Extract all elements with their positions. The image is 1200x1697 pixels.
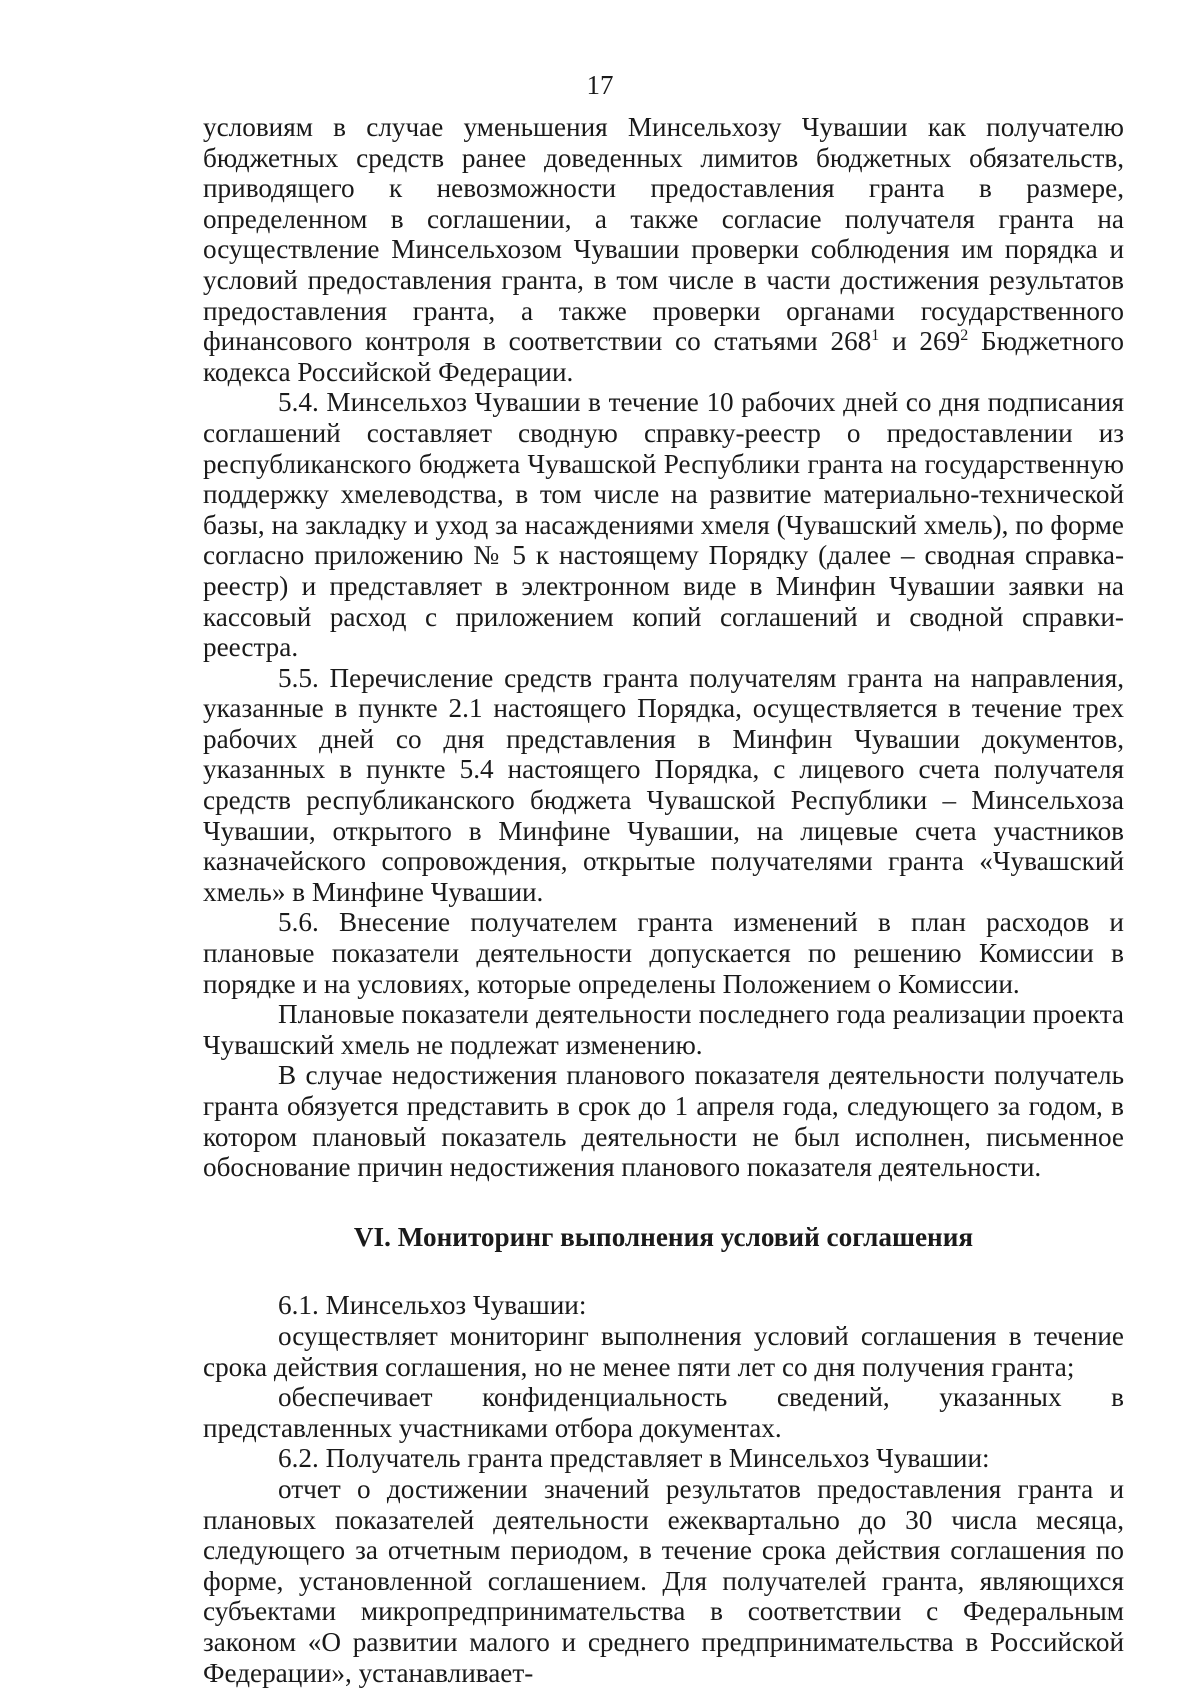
section-heading: VI. Мониторинг выполнения условий соглашения [353,1221,974,1252]
paragraph: обеспечивает конфиденциальность сведений, указанных в представленных участниками отбора документах. [203,1382,1124,1443]
page-number: 17 [586,70,614,100]
section-vi-body [203,1290,1124,1688]
text-run: Бюджетного кодекса Российской Федерации. [203,326,1124,387]
superscript: 2 [960,327,969,345]
paragraph: осуществляет мониторинг выполнения условий соглашения в течение срока действия соглашения, но не менее пяти лет со дня получения гранта; [203,1320,1124,1382]
section-v-continuation [203,112,1124,1183]
paragraph: Плановые показатели деятельности последнего года реализации проекта Чувашский хмель не подлежат изменению. [203,999,1124,1060]
paragraph: 5.5. Перечисление средств гранта получателям гранта на направления, указанные в пункте 2.1 настоящего Порядка, осуществляется в течение трех рабочих дней со дня представления в Минфин Чувашии документов, указанных в пункте 5.4 настоящего Порядка, с лицевого счета получателя средств республиканского бюджета Чувашской Республики – Минсельхоза Чувашии, открытого в Минфине Чувашии, на лицевые счета участников казначейского сопровождения, открытые получателями гранта «Чувашский хмель» в Минфине Чувашии. [203,662,1124,907]
text-run: условиям в случае уменьшения Минсельхозу Чувашии как получателю бюджетных средств ранее доведенных лимитов бюджетных обязательств, приводящего к невозможности предоставления гранта в размере, определенном в соглашении, а также согласие получателя гранта на осуществление Минсельхозом Чувашии проверки соблюдения им порядка и условий предоставления гранта, в том числе в части достижения результатов предоставления гранта, а также проверки органами государственного финансового контроля в соответствии со статьями 268 [203,112,1124,357]
paragraph: В случае недостижения планового показателя деятельности получатель гранта обязуется представить в срок до 1 апреля года, следующего за годом, в котором плановый показатель деятельности не был исполнен, письменное обоснование причин недостижения планового показателя деятельности. [203,1060,1124,1183]
document-body [203,112,1124,1688]
paragraph: отчет о достижении значений результатов предоставления гранта и плановых показателей деятельности ежеквартально до 30 числа месяца, следующего за отчетным периодом, в течение срока действия соглашения по форме, установленной соглашением. Для получателей гранта, являющихся субъектами микропредпринимательства в соответствии с Федеральным законом «О развитии малого и среднего предпринимательства в Российской Федерации», устанавливает- [203,1473,1124,1688]
paragraph: 5.4. Минсельхоз Чувашии в течение 10 рабочих дней со дня подписания соглашений составляет сводную справку-реестр о предоставлении из республиканского бюджета Чувашской Республики гранта на государственную поддержку хмелеводства, в том числе на развитие материально-технической базы, на закладку и уход за насаждениями хмеля (Чувашский хмель), по форме согласно приложению № 5 к настоящему Порядку (далее – сводная справка-реестр) и представляет в электронном виде в Минфин Чувашии заявки на кассовый расход с приложением копий соглашений и сводной справки-реестра. [203,387,1124,663]
paragraph: 6.2. Получатель гранта представляет в Минсельхоз Чувашии: [278,1443,990,1474]
text-run: и 269 [879,326,961,357]
paragraph [203,112,1124,387]
superscript: 1 [871,327,880,345]
paragraph: 5.6. Внесение получателем гранта изменений в план расходов и плановые показатели деятельности допускается по решению Комиссии в порядке и на условиях, которые определены Положением о Комиссии. [203,907,1124,999]
paragraph: 6.1. Минсельхоз Чувашии: [278,1290,587,1321]
